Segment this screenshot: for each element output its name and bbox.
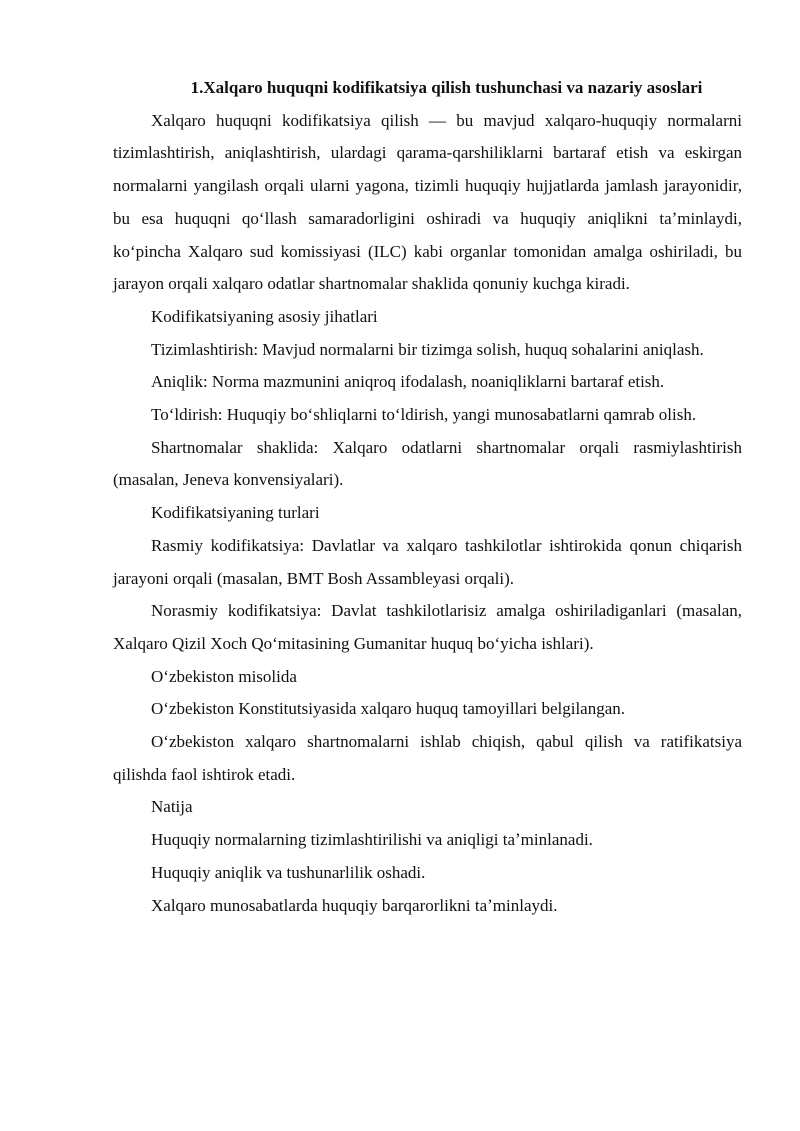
paragraph-result-1: Huquqiy normalarning tizimlashtirilishi va aniqligi taʼminlanadi.	[151, 830, 593, 850]
paragraph-result-2: Huquqiy aniqlik va tushunarlilik oshadi.	[151, 862, 426, 882]
subheading-main-aspects: Kodifikatsiyaning asosiy jihatlari	[151, 306, 378, 326]
subheading-result: Natija	[151, 797, 193, 817]
paragraph-treaty-participation: Oʻzbekiston xalqaro shartnomalarni ishlab chiqish, qabul qilish va ratifikatsiya qilishda faol ishtirok etadi.	[113, 732, 742, 784]
section-heading: 1.Xalqaro huquqni kodifikatsiya qilish tushunchasi va nazariy asoslari	[190, 78, 703, 97]
paragraph-treaty-form: Shartnomalar shaklida: Xalqaro odatlarni shartnomalar orqali rasmiylashtirish (masalan, Jeneva konvensiyalari).	[113, 437, 742, 490]
paragraph-clarity: Aniqlik: Norma mazmunini aniqroq ifodalash, noaniqliklarni bartaraf etish.	[151, 372, 665, 392]
document-page	[113, 72, 742, 922]
paragraph-unofficial-codification: Norasmiy kodifikatsiya: Davlat tashkilotlarisiz amalga oshiriladiganlari (masalan, Xalqaro Qizil Xoch Qoʻmitasining Gumanitar huquq boʻyicha ishlari).	[113, 601, 742, 653]
paragraph-definition: Xalqaro huquqni kodifikatsiya qilish — bu mavjud xalqaro-huquqiy normalarni tizimlashtirish, aniqlashtirish, ulardagi qarama-qarshiliklarni bartaraf etish va eskirgan normalarni yangilash orqali ularni yagona, tizimli huquqiy hujjatlarda jamlash jarayonidir, bu esa huquqni qoʻllash samaradorligini oshiradi va huquqiy aniqlikni taʼminlaydi, koʻpincha Xalqaro sud komissiyasi (ILC) kabi organlar tomonidan amalga oshiriladi, bu jarayon orqali xalqaro odatlar shartnomalar shaklida qonuniy kuchga kiradi.	[113, 110, 742, 294]
paragraph-official-codification: Rasmiy kodifikatsiya: Davlatlar va xalqaro tashkilotlar ishtirokida qonun chiqarish jarayoni orqali (masalan, BMT Bosh Assambleyasi orqali).	[113, 535, 742, 588]
paragraph-constitution: Oʻzbekiston Konstitutsiyasida xalqaro huquq tamoyillari belgilangan.	[151, 699, 626, 719]
subheading-types: Kodifikatsiyaning turlari	[151, 503, 320, 523]
subheading-uzbekistan: Oʻzbekiston misolida	[151, 666, 297, 686]
paragraph-systematization: Tizimlashtirish: Mavjud normalarni bir tizimga solish, huquq sohalarini aniqlash.	[151, 339, 704, 359]
paragraph-result-3: Xalqaro munosabatlarda huquqiy barqarorlikni taʼminlaydi.	[151, 895, 558, 915]
paragraph-filling: Toʻldirish: Huquqiy boʻshliqlarni toʻldirish, yangi munosabatlarni qamrab olish.	[151, 405, 697, 425]
